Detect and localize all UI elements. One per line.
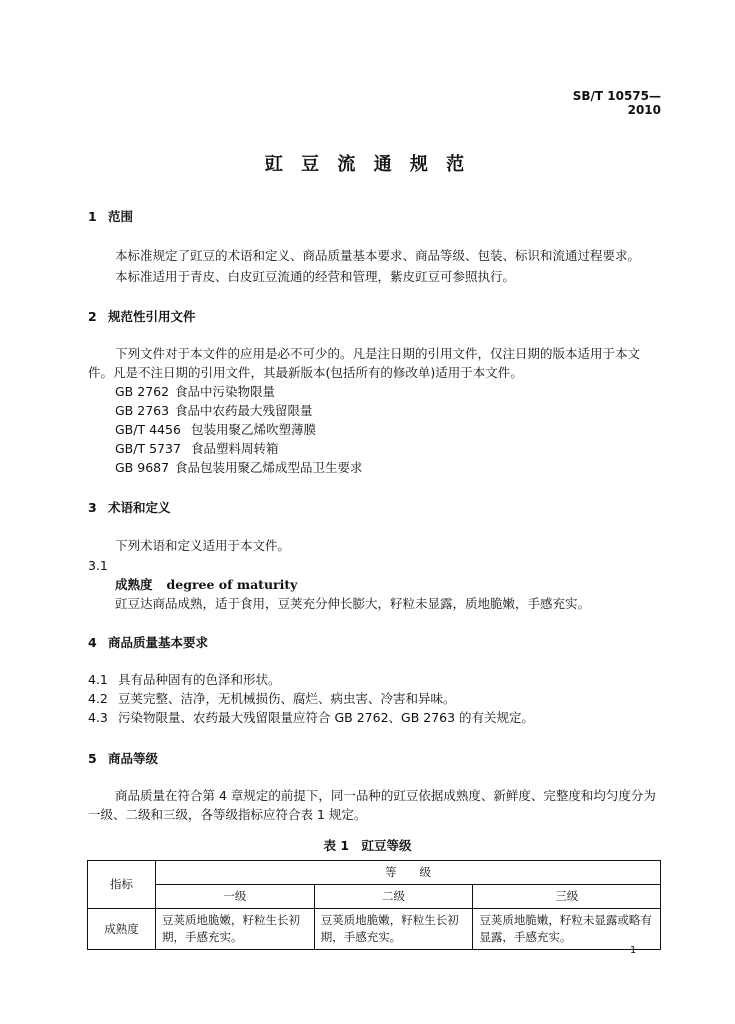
table-header-cell: 二级 [314, 885, 473, 909]
reference-code: GB 2763 [115, 403, 170, 418]
clause-text: 污染物限量、农药最大残留限量应符合 GB 2762、GB 2763 的有关规定。 [118, 710, 535, 725]
section-title: 术语和定义 [108, 500, 171, 515]
table-header-indicator: 指标 [88, 861, 156, 909]
requirement-item [88, 690, 456, 708]
table-row [88, 909, 661, 950]
reference-title: 食品中农药最大残留限量 [175, 403, 313, 418]
clause-number: 4.1 [88, 672, 108, 687]
normative-reference [115, 402, 313, 420]
normative-reference [115, 440, 279, 458]
clause-number: 4.2 [88, 691, 108, 706]
term-chinese: 成熟度 [115, 577, 153, 592]
reference-code: GB/T 4456 [115, 422, 181, 437]
table-cell: 豆荚质地脆嫩，籽粒生长初期，手感充实。 [314, 909, 473, 950]
paragraph: 本标准适用于青皮、白皮豇豆流通的经营和管理，紫皮豇豆可参照执行。 [115, 269, 516, 284]
term-entry [115, 576, 297, 594]
page-number: 1 [630, 945, 637, 956]
section-2-heading [88, 308, 196, 326]
paragraph: 下列术语和定义适用于本文件。 [115, 538, 291, 553]
standard-code: SB/T 10575—2010 [572, 89, 661, 117]
reference-code: GB 2762 [115, 384, 170, 399]
section-1-heading [88, 208, 133, 226]
paragraph-line: 件。凡是不注日期的引用文件，其最新版本(包括所有的修改单)适用于本文件。 [88, 365, 523, 380]
reference-title: 食品包装用聚乙烯成型品卫生要求 [175, 460, 363, 475]
section-number: 4 [88, 635, 97, 650]
term-english: degree of maturity [166, 577, 298, 592]
reference-title: 包装用聚乙烯吹塑薄膜 [191, 422, 317, 437]
section-3-heading [88, 499, 171, 517]
section-5-heading [88, 750, 158, 768]
table-row-label: 成熟度 [88, 909, 156, 950]
document-title: 豇 豆 流 通 规 范 [264, 154, 471, 175]
reference-title: 食品塑料周转箱 [191, 441, 279, 456]
table-header-cell: 一级 [156, 885, 315, 909]
section-number: 3 [88, 500, 97, 515]
paragraph-line: 下列文件对于本文件的应用是必不可少的。凡是注日期的引用文件，仅注日期的版本适用于本文 [115, 346, 641, 361]
paragraph-line: 一级、二级和三级，各等级指标应符合表 1 规定。 [88, 807, 367, 822]
reference-title: 食品中污染物限量 [175, 384, 276, 399]
term-definition: 豇豆达商品成熟，适于食用，豆荚充分伸长膨大，籽粒未显露，质地脆嫩，手感充实。 [115, 596, 591, 611]
table-cell: 豆荚质地脆嫩，籽粒生长初期，手感充实。 [156, 909, 315, 950]
clause-text: 具有品种固有的色泽和形状。 [118, 672, 281, 687]
clause-number: 3.1 [88, 558, 108, 573]
section-title: 规范性引用文件 [108, 309, 196, 324]
normative-reference [115, 459, 363, 477]
clause-number: 4.3 [88, 710, 108, 725]
clause-text: 豆荚完整、洁净，无机械损伤、腐烂、病虫害、冷害和异味。 [118, 691, 456, 706]
grade-table [87, 860, 661, 950]
normative-reference [115, 383, 275, 401]
paragraph-line: 商品质量在符合第 4 章规定的前提下，同一品种的豇豆依据成熟度、新鲜度、完整度和均匀度分为 [115, 788, 656, 803]
normative-reference [115, 421, 316, 439]
section-number: 1 [88, 209, 97, 224]
requirement-item [88, 671, 281, 689]
reference-code: GB/T 5737 [115, 441, 181, 456]
table-cell: 豆荚质地脆嫩，籽粒未显露或略有显露，手感充实。 [473, 909, 661, 950]
table-header-cell: 三级 [473, 885, 661, 909]
section-title: 商品质量基本要求 [108, 635, 209, 650]
paragraph: 本标准规定了豇豆的术语和定义、商品质量基本要求、商品等级、包装、标识和流通过程要求。 [115, 248, 641, 263]
section-4-heading [88, 634, 208, 652]
section-number: 5 [88, 751, 97, 766]
section-title: 范围 [108, 209, 134, 224]
requirement-item [88, 709, 534, 727]
table-header-grade: 等 级 [156, 861, 661, 885]
section-title: 商品等级 [108, 751, 159, 766]
section-number: 2 [88, 309, 97, 324]
reference-code: GB 9687 [115, 460, 170, 475]
table-caption: 表 1 豇豆等级 [323, 838, 412, 853]
table-header-row [88, 861, 661, 885]
table-header-row [88, 885, 661, 909]
